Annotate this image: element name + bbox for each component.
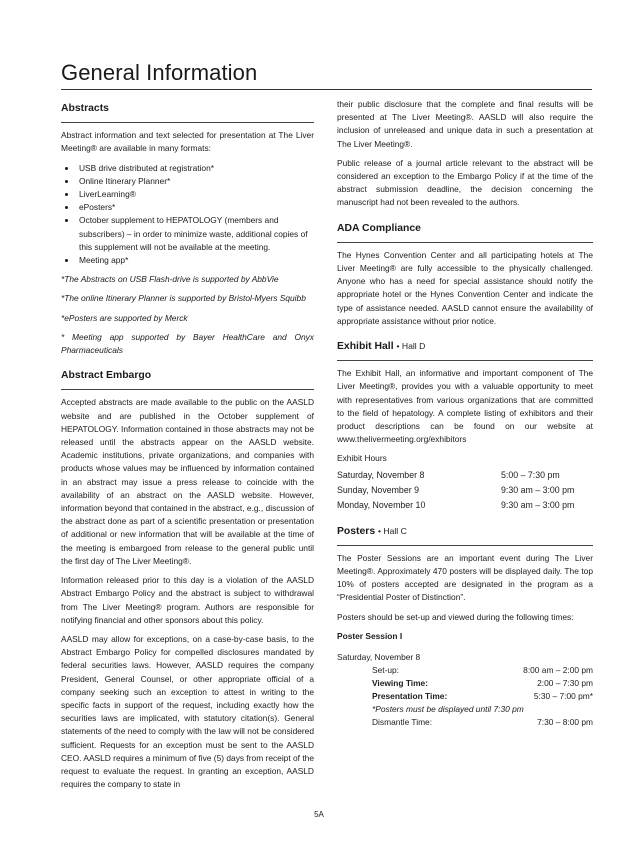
schedule-label: Viewing Time: bbox=[372, 678, 429, 689]
schedule-row bbox=[372, 664, 593, 677]
embargo-paragraph-continued: their public disclosure that the complete and final results will be presented at The Liver Meeting®. AASLD will also require the inclusion of unreleased and unique data in such a presentation at The Liver Meeting®. bbox=[337, 99, 593, 149]
embargo-heading: Abstract Embargo bbox=[61, 370, 152, 382]
schedule-label: Set-up: bbox=[372, 665, 400, 676]
abstract-formats-list bbox=[61, 162, 314, 268]
embargo-divider bbox=[61, 389, 314, 390]
hours-time: 5:00 – 7:30 pm bbox=[501, 469, 560, 480]
hours-day: Monday, November 10 bbox=[337, 499, 426, 510]
schedule-time: 7:30 – 8:00 pm bbox=[537, 717, 593, 728]
sponsor-note: *ePosters are supported by Merck bbox=[61, 312, 188, 323]
schedule-row bbox=[372, 677, 593, 690]
format-item: • Meeting app* bbox=[77, 254, 314, 267]
format-item: • USB drive distributed at registration* bbox=[77, 162, 314, 175]
abstracts-divider bbox=[61, 122, 314, 123]
embargo-paragraph: Accepted abstracts are made available to the public on the AASLD website and are published in the October supplement of HEPATOLOGY. Information contained in those abstracts may not be released until the abstracts appear on the AASLD website. Academic institutions, private organizations, and companies with products whose values may be influenced by information contained in an abstract may issue a press release to coincide with the availability of an abstract on the AASLD website. However, information beyond that contained in the abstract, e.g., discussion of the abstract done as part of a scientific presentation or presentation of additional or new information that will be available at the time of the meeting is embargoed from release to the general public until the first day of The Liver Meeting®. bbox=[61, 397, 314, 566]
poster-schedule bbox=[337, 651, 593, 729]
page-title: General Information bbox=[61, 60, 258, 85]
format-item: • LiverLearning® bbox=[77, 188, 314, 201]
poster-session-title: Poster Session I bbox=[337, 630, 403, 641]
embargo-paragraph: Information released prior to this day is a violation of the AASLD Abstract Embargo Policy and the abstract is subject to withdrawal from The Liver Meeting® program. Authors are responsible for notifying financial and other sponsors about this policy. bbox=[61, 575, 314, 625]
hours-day: Saturday, November 8 bbox=[337, 469, 425, 480]
posters-divider bbox=[337, 545, 593, 546]
page-number: 5A bbox=[314, 810, 324, 819]
posters-heading bbox=[337, 525, 593, 538]
exhibit-hours-label: Exhibit Hours bbox=[337, 453, 387, 464]
posters-paragraph: Posters should be set-up and viewed during the following times: bbox=[337, 611, 574, 622]
posters-location: • Hall C bbox=[378, 525, 407, 536]
ada-divider bbox=[337, 242, 593, 243]
format-item: • Online Itinerary Planner* bbox=[77, 175, 314, 188]
schedule-row bbox=[372, 690, 593, 703]
schedule-row bbox=[372, 716, 593, 729]
posters-title: Posters bbox=[337, 525, 376, 537]
left-column bbox=[61, 98, 314, 797]
hours-row bbox=[337, 498, 593, 513]
hours-row bbox=[337, 468, 593, 483]
sponsor-notes bbox=[61, 273, 314, 357]
sponsor-note: *The online Itinerary Planner is supported by Bristol-Myers Squibb bbox=[61, 293, 306, 304]
sponsor-note: * Meeting app supported by Bayer HealthCare and Onyx Pharmaceuticals bbox=[61, 331, 314, 356]
abstracts-heading: Abstracts bbox=[61, 103, 109, 114]
schedule-label: Dismantle Time: bbox=[372, 717, 433, 728]
exhibit-paragraph: The Exhibit Hall, an informative and important component of The Liver Meeting®, provides you with a valuable opportunity to meet with representatives from various organizations that are committed to the field of hepatology. A complete listing of exhibitors and their product descriptions can be found on our website at www.thelivermeeting.org/exhibitors bbox=[337, 368, 593, 445]
ada-paragraph: The Hynes Convention Center and all participating hotels at The Liver Meeting® are fully accessible to the physically challenged. Anyone who has a need for special assistance should notify the appropriate hotel or the Hynes Convention Center and indicate the type of assistance needed. AASLD cannot ensure the availability of appropriate assistance without prior notice. bbox=[337, 249, 593, 326]
hours-day: Sunday, November 9 bbox=[337, 484, 419, 495]
posters-paragraph: The Poster Sessions are an important event during The Liver Meeting®. Approximately 470 posters will be displayed daily. The top 10% of posters accepted are designated in the program as a “Presidential Poster of Distinction”. bbox=[337, 552, 593, 603]
format-item: • ePosters* bbox=[77, 201, 314, 214]
exhibit-heading bbox=[337, 340, 593, 353]
hours-time: 9:30 am – 3:00 pm bbox=[501, 499, 575, 510]
exhibit-divider bbox=[337, 360, 593, 361]
schedule-time: 8:00 am – 2:00 pm bbox=[523, 665, 593, 676]
schedule-time: 5:30 – 7:00 pm* bbox=[533, 691, 593, 702]
embargo-paragraph: Public release of a journal article relevant to the abstract will be considered an exception to the Embargo Policy if at the time of the abstract submission deadline, the decision concerning the manuscript had not been revealed to the authors. bbox=[337, 157, 593, 208]
exhibit-hours bbox=[337, 452, 593, 512]
embargo-paragraph: AASLD may allow for exceptions, on a case-by-case basis, to the Abstract Embargo Policy for compelled disclosures mandated by federal securities laws. However, AASLD requires the company President, General Counsel, or other appropriate official of a company seeking such an exception to attest in writing to the specific facts in support of the request, including exactly how the securities laws are implicated, with statutory citation(s). General statements of the need to comply with the law will not be considered sufficient. Requests for an exception must be sent to the AASLD CEO. AASLD requires a minimum of five (5) days from receipt of the request to evaluate the request. In granting an exception, AASLD requires the company to state in bbox=[61, 633, 314, 790]
schedule-time: 2:00 – 7:30 pm bbox=[537, 678, 593, 689]
right-column bbox=[337, 98, 593, 729]
schedule-day: Saturday, November 8 bbox=[337, 652, 421, 663]
schedule-note: *Posters must be displayed until 7:30 pm bbox=[372, 704, 524, 715]
schedule-label: Presentation Time: bbox=[372, 691, 448, 702]
hours-row bbox=[337, 483, 593, 498]
abstracts-intro: Abstract information and text selected for presentation at The Liver Meeting® are available in many formats: bbox=[61, 130, 314, 154]
ada-heading: ADA Compliance bbox=[337, 222, 421, 234]
title-divider bbox=[61, 89, 592, 90]
sponsor-note: *The Abstracts on USB Flash-drive is supported by AbbVie bbox=[61, 274, 279, 285]
exhibit-location: • Hall D bbox=[396, 341, 426, 352]
exhibit-title: Exhibit Hall bbox=[337, 341, 394, 353]
format-item: • October supplement to HEPATOLOGY (members and subscribers) – in order to minimize waste, additional copies of this supplement will not be available at the meeting. bbox=[77, 214, 314, 254]
hours-time: 9:30 am – 3:00 pm bbox=[501, 484, 575, 495]
